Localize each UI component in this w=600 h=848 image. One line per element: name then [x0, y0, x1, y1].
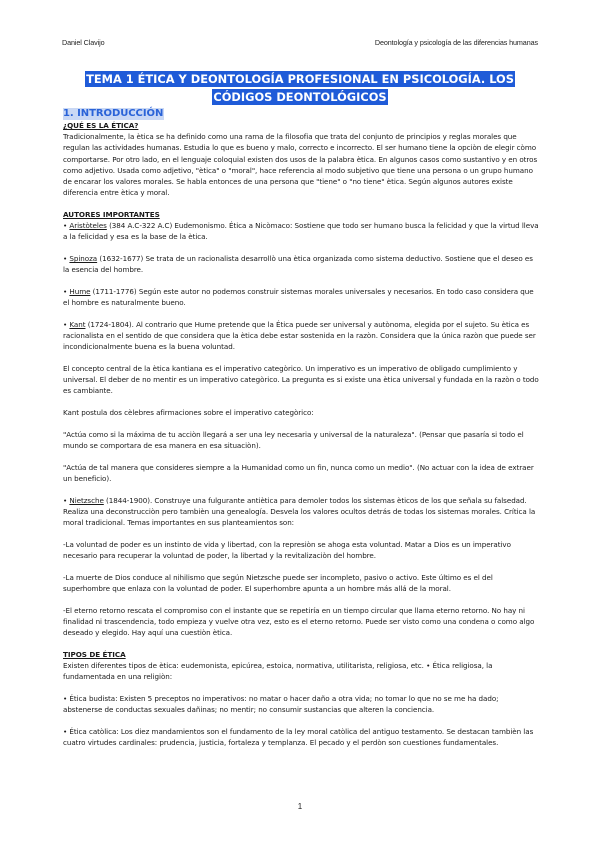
author-text: (1844-1900). Construye una fulgurante antiètica para demoler todos los sistemas èticos de los que señala su falsedad. Realiza una deconstrucciòn pero tambièn una genealogía. Desvela los valores ocultos detrás de todas los sistemas morales. Crítica la moral tradicional. Temas importantes en sus planteamientos son: [63, 495, 536, 527]
header-author: Daniel Clavijo [62, 38, 105, 47]
bullet: • [63, 495, 68, 505]
paragraph-intro: Tradicionalmente, la ètica se ha definido como una rama de la filosofia que trata del conjunto de principios y reglas morales que regulan las actividades humanas. Estudia lo que es bueno y malo, correcto e incorrecto. El ser humano tiene la opciòn de elegir còmo comportarse. Por otro lado, en el lenguaje coloquial existen dos usos de la palabra ètica. En algunos casos como sustantivo y en otros como adjetivo. Usada como adjetivo, "ètica" o "moral", hace referencia al modo subjetivo que tiene una persona o un grupo humano de encarar los valores morales. Se habla entonces de una persona que "tiene" o "no tiene" ètica. Según algunos autores existe diferencia entre ètica y moral. [63, 132, 538, 198]
bullet: • [63, 286, 68, 296]
author-text: (1724-1804). Al contrario que Hume pretende que la Ética puede ser universal y autònoma, elegida por el sujeto. Su ètica es racionalista en el sentido de que considera que la ètica debe estar sostenida en la razòn. Considera que la única razòn que puede ser incondicionalmente buena es la buena voluntad. [63, 319, 536, 352]
author-text: (1632-1677) Se trata de un racionalista desarrollò una ètica organizada como sistema deductivo. Sostiene que el deseo es la esencia del hombre. [63, 254, 533, 275]
paragraph-kant-quote-1: "Actúa como si la máxima de tu acciòn llegará a ser una ley necesaria y universal de la naturaleza". (Pensar que pasaría si todo el mundo se comportara de esa manera en esa situaciòn). [63, 429, 524, 450]
page-number: 1 [297, 802, 303, 811]
author-nietzsche [63, 495, 539, 529]
author-name: Spinoza [69, 254, 98, 264]
author-kant [63, 319, 539, 353]
author-name: Hume [69, 286, 91, 296]
nietzsche-point-3: -El eterno retorno rescata el compromiso con el instante que se repetiría en un tiempo circular que llama eterno retorno. No hay ni finalidad ni trascendencia, todo empieza y vuelve otra vez, esto es el eterno retorno. Puede ser visto como una condena o como algo deseado y elegido. Hay aquí una cuestiòn ètica. [63, 605, 535, 637]
document-title [60, 70, 540, 106]
author-text: (1711-1776) Según este autor no podemos construir sistemas morales universales y necesarios. En todo caso considera que el hombre es naturalmente bueno. [63, 286, 534, 308]
bullet: • [63, 254, 68, 264]
author-aristoteles [63, 220, 539, 242]
author-name: Kant [69, 319, 86, 329]
author-text: (384 A.C-322 A.C) Eudemonismo. Ética a Nicòmaco: Sostiene que todo ser humano busca la felicidad y que la virtud lleva a la felicidad y esa es la base de la ètica. [63, 221, 539, 242]
title-line-1: TEMA 1 ÉTICA Y DEONTOLOGÍA PROFESIONAL EN PSICOLOGÍA. LOS [86, 72, 514, 86]
page-header [62, 38, 538, 47]
paragraph-kant-quote-2: "Actúa de tal manera que consideres siempre a la Humanidad como un fin, nunca como un medio". (No actuar con la idea de extraer un beneficio). [63, 462, 534, 483]
title-line-2: CÓDIGOS DEONTOLÓGICOS [213, 90, 387, 104]
subheading-tipos-de-etica: TIPOS DE ÉTICA [63, 649, 126, 659]
author-spinoza [63, 253, 539, 275]
header-course: Deontología y psicología de las diferencias humanas [374, 38, 538, 47]
section-heading-introduccion: 1. INTRODUCCIÓN [63, 108, 164, 119]
bullet: • [63, 319, 68, 329]
ethics-type-catolica: • Ética catòlica: Los diez mandamientos son el fundamento de la ley moral catòlica del antiguo testamento. Se destacan tambièn las cuatro virtudes cardinales: prudencia, justicia, fortaleza y templanza. El pecado y el perdòn son cuestiones fundamentales. [63, 726, 534, 747]
ethics-type-budista: • Ética budista: Existen 5 preceptos no imperativos: no matar o hacer daño a otra vida; no tomar lo que no se me ha dado; abstenerse de conductas sexuales dañinas; no mentir; no consumir sustancias que alteren la conciencia. [63, 693, 499, 714]
author-name: Nietzsche [69, 495, 104, 505]
author-hume [63, 286, 539, 308]
nietzsche-point-2: -La muerte de Dios conduce al nihilismo que según Nietzsche puede ser incompleto, pasivo o activo. Este último es el del superhombre que enlaza con la voluntad de poder. El superhombre apunta a un hombre más allá de la moral. [63, 572, 493, 593]
bullet: • [63, 221, 68, 231]
subheading-autores: AUTORES IMPORTANTES [63, 209, 160, 219]
nietzsche-point-1: -La voluntad de poder es un instinto de vida y libertad, con la represiòn se ahoga esta voluntad. Matar a Dios es un imperativo necesario para recuperar la voluntad de poder, la libertad y la revitalizaciòn del hombre. [63, 539, 511, 560]
subheading-que-es-la-etica: ¿QUÉ ES LA ÉTICA? [63, 121, 139, 130]
paragraph-kant-concept: El concepto central de la ètica kantiana es el imperativo categòrico. Un imperativo es un imperativo de obligado cumplimiento y universal. El deber de no mentir es un imperativo categòrico. La pregunta es si existe una ètica universal y fundada en la razòn o todo es cambiante. [63, 363, 539, 396]
document-body [63, 108, 539, 759]
author-name: Aristòteles [69, 221, 107, 231]
paragraph-kant-postula: Kant postula dos cèlebres afirmaciones sobre el imperativo categòrico: [63, 408, 314, 418]
paragraph-types-intro: Existen diferentes tipos de ètica: eudemonista, epicúrea, estoica, normativa, utilitarista, religiosa, etc. • Ética religiosa, la fundamentada en una religiòn: [63, 660, 493, 682]
